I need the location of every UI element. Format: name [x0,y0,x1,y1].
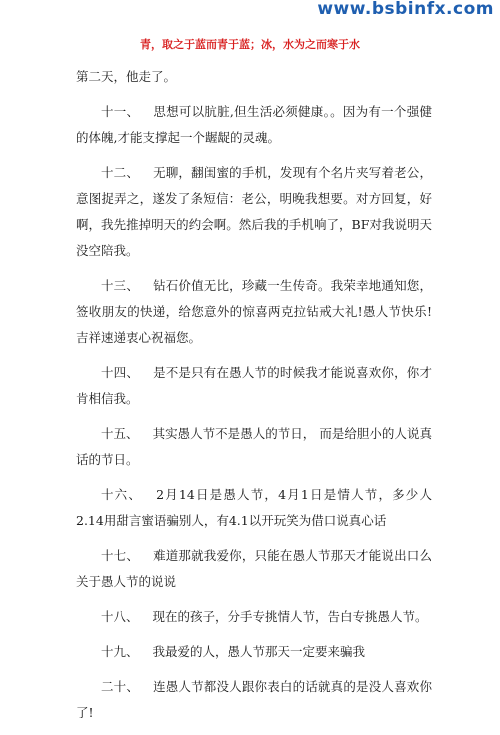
paragraph-text: 思想可以肮脏,但生活必须健康。。因为有一个强健的体魄,才能支撑起一个龌龊的灵魂。 [76,104,432,145]
paragraph-number: 十九、 [101,644,139,659]
paragraph-13 [76,273,432,351]
paragraph-text: 连愚人节都没人跟你表白的话就真的是没人喜欢你了! [76,679,432,720]
paragraph-text: 无聊，翻闺蜜的手机，发现有个名片夹写着老公，意图捉弄之，遂发了条短信：老公，明晚我想要。对方回复，好啊，我先推掉明天的约会啊。然后我的手机响了，BF对我说明天没空陪我。 [76,165,432,258]
paragraph-17 [76,543,432,595]
paragraph-20 [76,674,432,726]
site-watermark: www.bsbinfx.com [317,0,494,19]
paragraph-text: 2月14日是愚人节，4月1日是情人节，多少人2.14用甜言蜜语骗别人，有4.1以开玩笑为借口说真心话 [76,487,432,528]
paragraph-16 [76,482,432,534]
paragraph-19 [76,639,432,665]
paragraph-text: 钻石价值无比，珍藏一生传奇。我荣幸地通知您，签收朋友的快递，给您意外的惊喜两克拉钻戒大礼!愚人节快乐!吉祥速递衷心祝福您。 [76,278,432,345]
paragraph-number: 十一、 [101,104,140,119]
document-body [76,64,432,735]
paragraph-text: 现在的孩子，分手专挑情人节，告白专挑愚人节。 [152,609,428,624]
paragraph-number: 十三、 [101,278,140,293]
paragraph-11 [76,99,432,151]
paragraph-text: 难道那就我爱你，只能在愚人节那天才能说出口么关于愚人节的说说 [76,548,432,589]
paragraph-text: 其实愚人节不是愚人的节日， 而是给胆小的人说真话的节日。 [76,426,432,467]
paragraph-number: 二十、 [101,679,140,694]
paragraph-number: 十六、 [101,487,143,502]
paragraph-number: 十八、 [101,609,139,624]
paragraph-12 [76,160,432,264]
paragraph-number: 十四、 [101,365,140,380]
paragraph-18 [76,604,432,630]
opening-line: 第二天，他走了。 [76,69,177,84]
paragraph-number: 十七、 [101,548,140,563]
paragraph-number: 十二、 [101,165,140,180]
paragraph-number: 十五、 [101,426,139,441]
header-motto: 青，取之于蓝而青于蓝；冰，水为之而寒于水 [140,38,360,51]
paragraph-text: 我最爱的人，愚人节那天一定要来骗我 [152,644,366,659]
paragraph-text: 是不是只有在愚人节的时候我才能说喜欢你，你才肯相信我。 [76,365,432,406]
paragraph-14 [76,360,432,412]
paragraph-15 [76,421,432,473]
